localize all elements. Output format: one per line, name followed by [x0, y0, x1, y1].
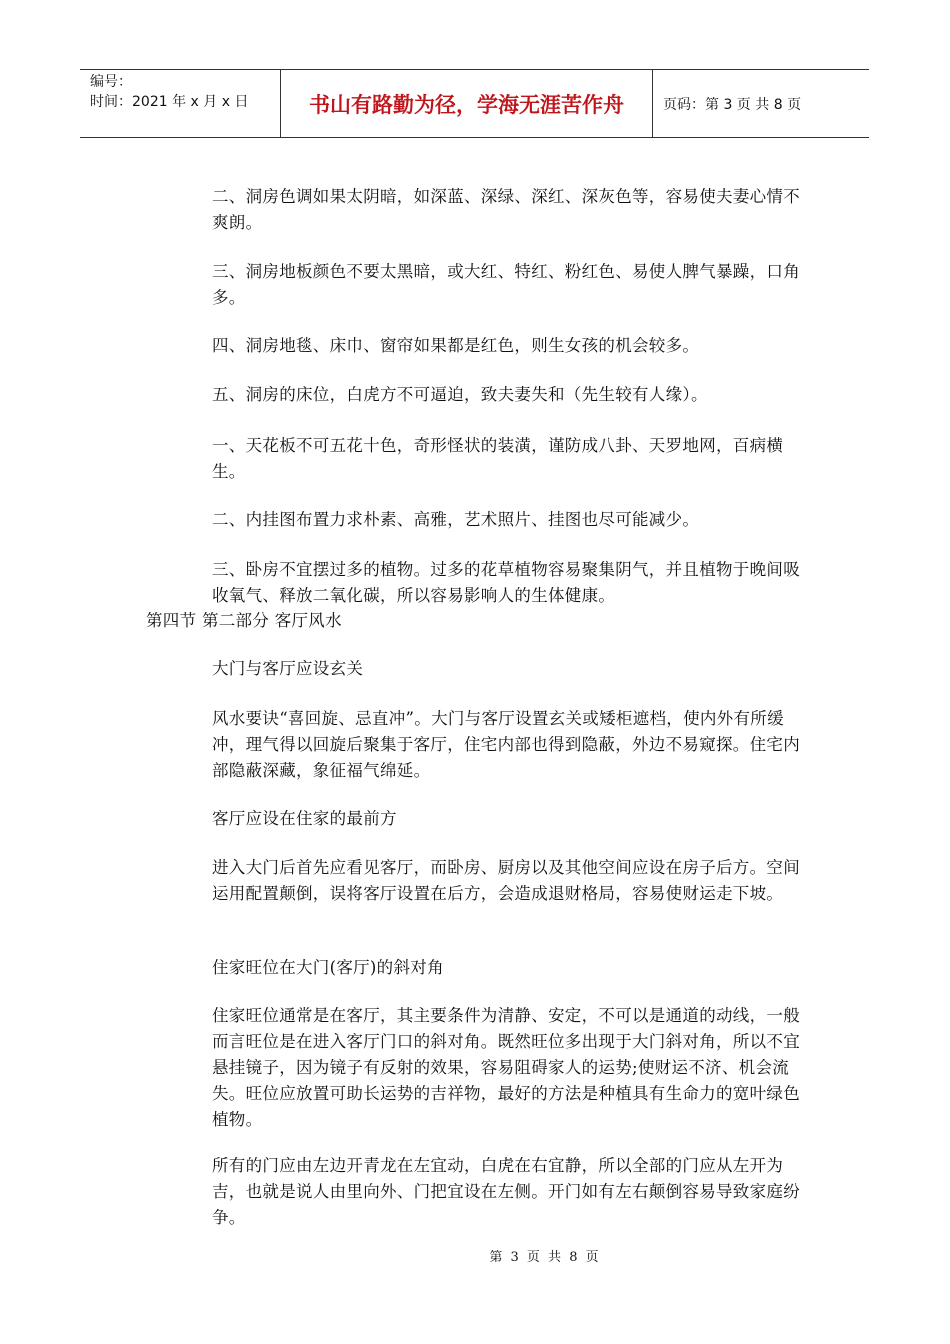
header-meta: [80, 70, 281, 137]
paragraph: 三、洞房地板颜色不要太黑暗，或大红、特红、粉红色、易使人脾气暴躁，口角多。: [212, 262, 800, 307]
header-page-info: 页码：第 3 页 共 8 页: [663, 96, 802, 113]
subheading: 客厅应设在住家的最前方: [212, 809, 397, 828]
subheading: 大门与客厅应设玄关: [212, 659, 364, 678]
section-title: 第四节 第二部分 客厅风水: [146, 611, 342, 630]
document-number-label: 编号：: [90, 74, 132, 90]
subheading: 住家旺位在大门(客厅)的斜对角: [212, 958, 444, 977]
paragraph: 二、内挂图布置力求朴素、高雅，艺术照片、挂图也尽可能减少。: [212, 510, 700, 529]
document-date: 时间：2021 年 x 月 x 日: [90, 94, 249, 110]
paragraph: 所有的门应由左边开青龙在左宜动，白虎在右宜静，所以全部的门应从左开为吉，也就是说人由里向外、门把宜设在左侧。开门如有左右颠倒容易导致家庭纷争。: [212, 1156, 800, 1227]
paragraph: 住家旺位通常是在客厅，其主要条件为清静、安定，不可以是通道的动线，一般而言旺位是在进入客厅门口的斜对角。既然旺位多出现于大门斜对角，所以不宜悬挂镜子，因为镜子有反射的效果，容易阻碍家人的运势;使财运不济、机会流失。旺位应放置可助长运势的吉祥物，最好的方法是种植具有生命力的宽叶绿色植物。: [212, 1006, 800, 1129]
paragraph: 二、洞房色调如果太阴暗，如深蓝、深绿、深红、深灰色等，容易使夫妻心情不爽朗。: [212, 187, 800, 232]
paragraph: 四、洞房地毯、床巾、窗帘如果都是红色，则生女孩的机会较多。: [212, 336, 700, 355]
paragraph: 风水要诀“喜回旋、忌直冲”。大门与客厅设置玄关或矮柜遮档，使内外有所缓冲，理气得以回旋后聚集于客厅，住宅内部也得到隐蔽，外边不易窥探。住宅内部隐蔽深藏，象征福气绵延。: [212, 709, 800, 780]
paragraph: 三、卧房不宜摆过多的植物。过多的花草植物容易聚集阴气，并且植物于晚间吸收氧气、释放二氧化碳，所以容易影响人的生体健康。: [212, 560, 800, 605]
page-footer: 第 3 页 共 8 页: [489, 1250, 601, 1265]
page-header: [80, 69, 869, 138]
paragraph: 五、洞房的床位，白虎方不可逼迫，致夫妻失和（先生较有人缘）。: [212, 385, 708, 404]
header-motto: 书山有路勤为径，学海无涯苦作舟: [281, 70, 653, 137]
paragraph: 进入大门后首先应看见客厅，而卧房、厨房以及其他空间应设在房子后方。空间运用配置颠倒，误将客厅设置在后方，会造成退财格局，容易使财运走下坡。: [212, 858, 800, 903]
paragraph: 一、天花板不可五花十色，奇形怪状的装潢，谨防成八卦、天罗地网，百病横生。: [212, 436, 784, 481]
